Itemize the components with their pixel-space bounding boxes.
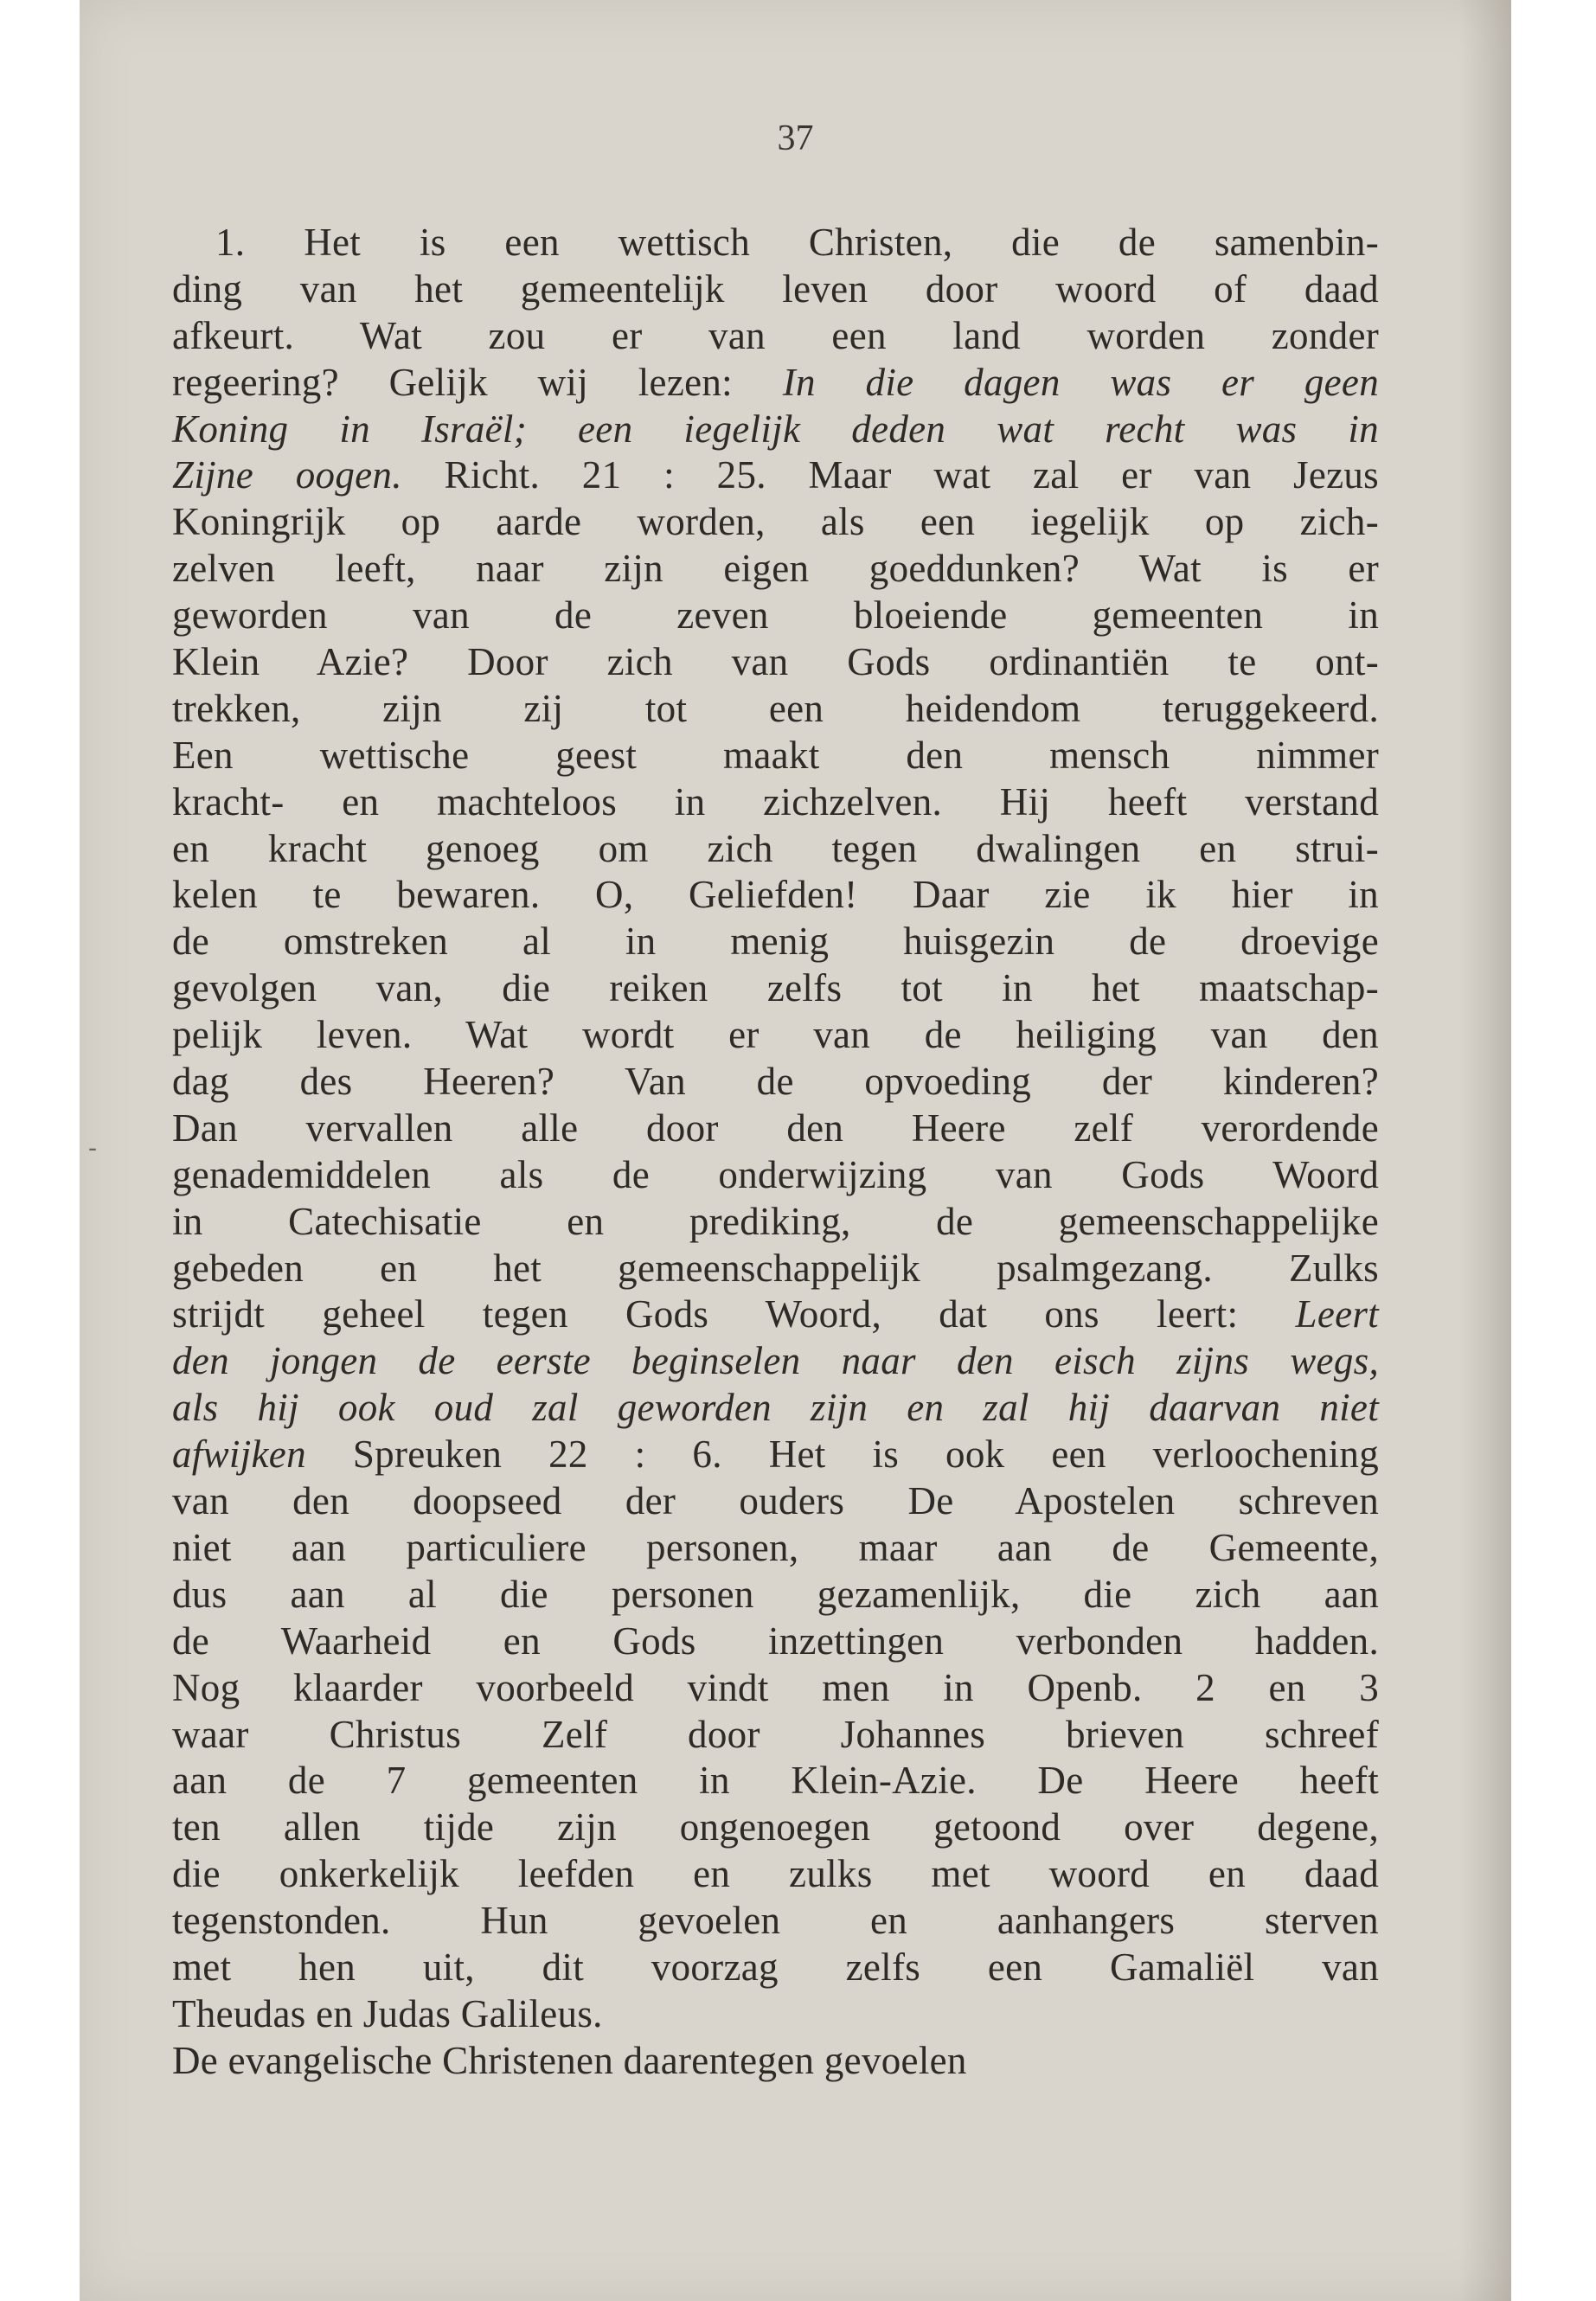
text-segment: Theudas en Judas Galileus. [172, 1991, 603, 2035]
text-line [172, 1945, 1379, 1991]
text-segment: afkeurt. Wat zou er van een land worden zonder [172, 313, 1379, 357]
text-line [172, 1385, 1379, 1432]
text-line [172, 1665, 1379, 1712]
text-segment: gevolgen van, die reiken zelfs tot in het maatschap- [172, 966, 1379, 1010]
text-line [172, 1758, 1379, 1804]
text-line [172, 1618, 1379, 1665]
italic-text-segment: Zijne oogen. [172, 453, 402, 497]
body-text [172, 220, 1379, 2085]
text-line [172, 639, 1379, 686]
text-segment: niet aan particuliere personen, maar aan de Gemeente, [172, 1525, 1379, 1569]
text-segment: kracht- en machteloos in zichzelven. Hij heeft verstand [172, 779, 1379, 824]
text-segment: dus aan al die personen gezamenlijk, die zich aan [172, 1572, 1379, 1616]
text-line [172, 407, 1379, 453]
page-number: 37 [777, 119, 814, 158]
text-segment: genademiddelen als de onderwijzing van Gods Woord [172, 1152, 1379, 1196]
text-line [172, 1991, 1379, 2038]
text-segment: de Waarheid en Gods inzettingen verbonden hadden. [172, 1618, 1379, 1663]
text-line [172, 1478, 1379, 1525]
text-segment: tegenstonden. Hun gevoelen en aanhangers sterven [172, 1899, 1379, 1943]
text-line [172, 965, 1379, 1012]
text-line [172, 686, 1379, 733]
text-segment: Een wettische geest maakt den mensch nimmer [172, 733, 1379, 777]
text-segment: ding van het gemeentelijk leven door woord of daad [172, 266, 1379, 311]
text-line [172, 872, 1379, 919]
text-line [172, 826, 1379, 873]
text-line [172, 1292, 1379, 1338]
text-line [172, 220, 1379, 266]
text-segment: aan de 7 gemeenten in Klein-Azie. De Heere heeft [172, 1759, 1379, 1803]
text-line [172, 266, 1379, 313]
text-segment: die onkerkelijk leefden en zulks met woord en daad [172, 1852, 1379, 1896]
text-segment: Spreuken 22 : 6. Het is ook een verloochening [305, 1433, 1379, 1477]
text-segment: Klein Azie? Door zich van Gods ordinantiën te ont- [172, 640, 1379, 684]
text-line [172, 1012, 1379, 1059]
text-segment: dag des Heeren? Van de opvoeding der kinderen? [172, 1060, 1379, 1104]
text-segment: en kracht genoeg om zich tegen dwalingen en strui- [172, 826, 1379, 870]
text-segment: pelijk leven. Wat wordt er van de heiliging van den [172, 1013, 1379, 1057]
text-segment: regeering? Gelijk wij lezen: [172, 360, 783, 404]
text-segment: 1. Het is een wettisch Christen, die de samenbin- [215, 221, 1379, 264]
text-segment: zelven leeft, naar zijn eigen goeddunken? Wat is er [172, 547, 1379, 591]
text-line [172, 1059, 1379, 1106]
text-segment: in Catechisatie en prediking, de gemeenschappelijke [172, 1199, 1379, 1243]
italic-text-segment: den jongen de eerste beginselen naar den eisch zijns wegs, [172, 1339, 1379, 1383]
page-edge-shadow [1459, 0, 1511, 2301]
text-segment: trekken, zijn zij tot een heidendom teruggekeerd. [172, 686, 1379, 730]
text-line [172, 1712, 1379, 1759]
text-line [172, 1898, 1379, 1945]
text-line [172, 733, 1379, 779]
text-line [172, 546, 1379, 593]
text-line [172, 919, 1379, 965]
text-segment: ten allen tijde zijn ongenoegen getoond over degene, [172, 1805, 1379, 1849]
text-segment: van den doopseed der ouders De Apostelen schreven [172, 1479, 1379, 1523]
text-line [172, 593, 1379, 639]
italic-text-segment: afwijken [172, 1433, 306, 1477]
text-line [172, 1199, 1379, 1246]
text-segment: gebeden en het gemeenschappelijk psalmgezang. Zulks [172, 1246, 1379, 1290]
text-segment: geworden van de zeven bloeiende gemeenten in [172, 593, 1379, 638]
text-line [172, 1851, 1379, 1898]
text-line [172, 779, 1379, 826]
text-segment: De evangelische Christenen daarentegen gevoelen [172, 2038, 967, 2082]
text-line [172, 452, 1379, 499]
italic-text-segment: Koning in Israël; een iegelijk deden wat recht was in [172, 407, 1379, 451]
text-segment: de omstreken al in menig huisgezin de droevige [172, 920, 1379, 964]
text-segment: waar Christus Zelf door Johannes brieven schreef [172, 1712, 1379, 1756]
italic-text-segment: In die dagen was er geen [782, 360, 1379, 404]
text-line [172, 1106, 1379, 1152]
text-line [172, 1338, 1379, 1385]
text-segment: Koningrijk op aarde worden, als een iegelijk op zich- [172, 500, 1379, 544]
text-segment: kelen te bewaren. O, Geliefden! Daar zie ik hier in [172, 873, 1379, 917]
margin-mark: - [88, 1133, 98, 1163]
italic-text-segment: Leert [1295, 1292, 1379, 1336]
text-line [172, 1525, 1379, 1572]
text-line [172, 1432, 1379, 1478]
text-segment: Nog klaarder voorbeeld vindt men in Openb. 2 en 3 [172, 1665, 1379, 1709]
text-line [172, 1246, 1379, 1292]
text-line [172, 360, 1379, 407]
text-line [172, 499, 1379, 546]
text-segment: strijdt geheel tegen Gods Woord, dat ons leert: [172, 1292, 1296, 1336]
text-line [172, 313, 1379, 360]
text-line [172, 1572, 1379, 1618]
text-segment: Richt. 21 : 25. Maar wat zal er van Jezus [401, 453, 1379, 497]
text-segment: Dan vervallen alle door den Heere zelf verordende [172, 1106, 1379, 1150]
book-page [80, 0, 1511, 2301]
text-line [172, 2038, 1379, 2085]
text-line [172, 1804, 1379, 1851]
text-segment: met hen uit, dit voorzag zelfs een Gamaliël van [172, 1945, 1379, 1989]
italic-text-segment: als hij ook oud zal geworden zijn en zal hij daarvan niet [172, 1386, 1379, 1430]
text-line [172, 1152, 1379, 1199]
